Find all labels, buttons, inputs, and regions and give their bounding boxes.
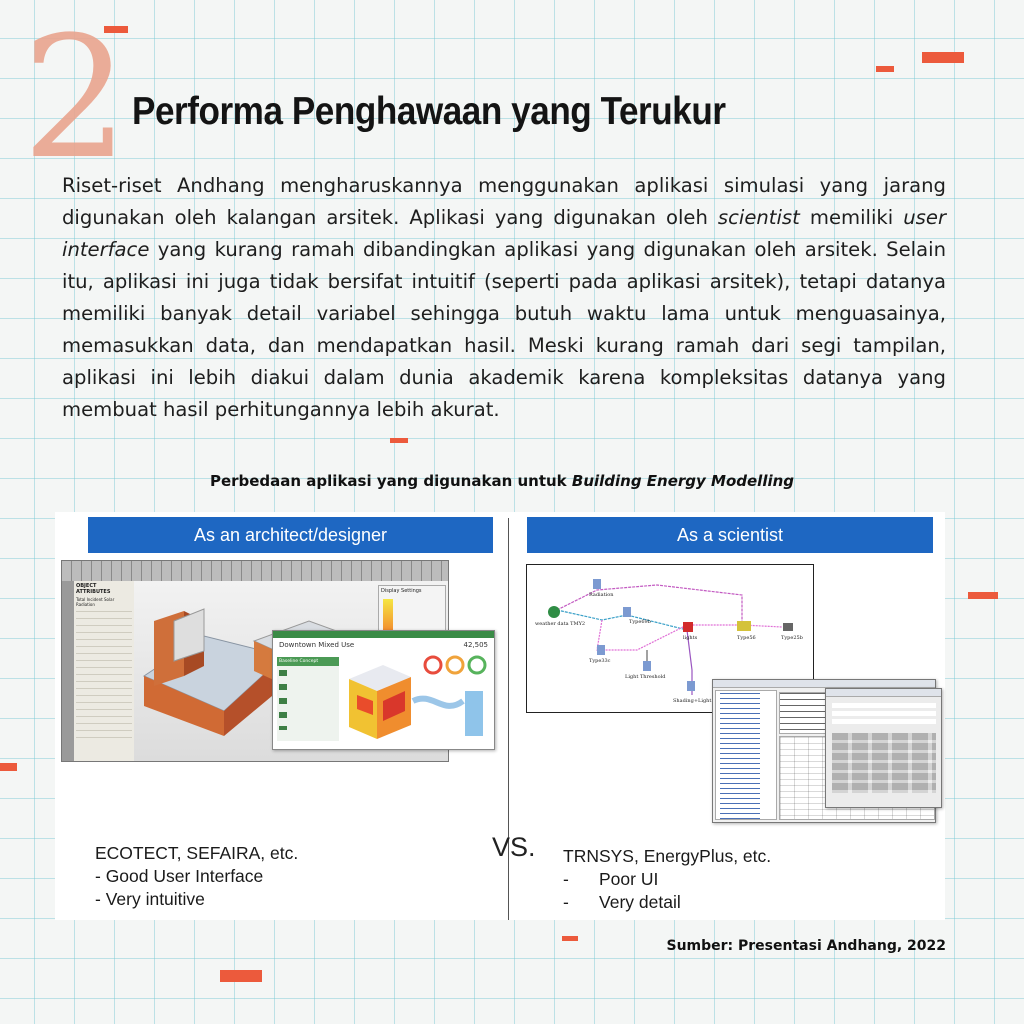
decor-dash [220,970,262,982]
scientist-header: As a scientist [527,517,933,553]
energyplus-dialog [825,688,942,808]
ecotect-panel-title: OBJECT ATTRIBUTES [76,583,111,595]
comparison-figure [55,512,945,920]
scientist-tool-point-1-text: Poor UI [599,869,659,889]
source-credit: Sumber: Presentasi Andhang, 2022 [666,938,946,954]
node-radiation: Radiation [589,592,614,598]
architect-tools-list [95,842,298,911]
caption-emphasis: Building Energy Modelling [571,472,795,490]
ecotect-toolbar [62,561,448,581]
bullet-dash: - [563,892,569,912]
node-type69b: Type69b [629,619,651,625]
body-paragraph [62,170,946,426]
node-lights: lights [683,635,698,641]
node-weather: weather data TMY2 [535,621,586,627]
body-emphasis-1: scientist [717,206,800,229]
body-text-3: yang kurang ramah dibandingkan aplikasi yang digunakan oleh arsitek. Selain itu, aplikasi ini juga tidak bersifat intuitif (seperti pada aplikasi arsitek), tetapi datanya memiliki banyak detail variabel sehingga butuh waktu lama untuk menguasainya, memasukkan data, dan mendapatkan hasil. Meski kurang ramah dari segi tampilan, aplikasi ini lebih diakui dalam dunia akademik karena kompleksitas datanya yang membuat hasil perhitungannya lebih akurat. [62,238,946,421]
node-light-threshold: Light Threshold [625,674,666,680]
node-type25b: Type25b [781,635,803,641]
architect-tool-point-2: - Very intuitive [95,889,205,909]
decor-dash [876,66,894,72]
figure-caption [0,472,1004,490]
scientist-tool-point-1 [563,868,771,891]
body-text-2: memiliki [799,206,904,229]
dialog-titlebar [826,689,941,697]
caption-prefix: Perbedaan aplikasi yang digunakan untuk [209,472,572,490]
architect-tool-point-1: - Good User Interface [95,866,264,886]
decor-dash [562,936,578,941]
vs-label: VS. [492,832,536,862]
energyplus-tree [715,690,777,820]
dialog-fields [832,703,936,727]
architect-tools-title: ECOTECT, SEFAIRA, etc. [95,843,299,863]
decor-dash [390,438,408,443]
decor-dash [0,763,17,771]
body-emphasis-2: user interface [62,206,947,261]
architect-header: As an architect/designer [88,517,493,553]
sefaira-visuals [273,631,494,749]
node-type56: Type56 [737,635,756,641]
ecotect-panel-sub: Total Incident Solar Radiation [76,597,115,607]
page-title: Performa Penghawaan yang Terukur [132,90,726,133]
sefaira-screenshot [272,630,495,750]
sefaira-value: 42,505 [463,641,488,649]
sefaira-baseline: Baseline Concept [277,657,339,666]
scientist-tool-point-2-text: Very detail [599,892,681,912]
ecotect-attributes-panel [74,581,135,761]
node-type33c: Type33c [589,658,611,664]
scientist-tools-title: TRNSYS, EnergyPlus, etc. [563,846,772,866]
ecotect-side-panel [62,581,74,761]
node-shading-light: Shading+Light [673,698,712,704]
decor-dash [968,592,998,599]
section-number: 2 [22,0,129,196]
sefaira-title: Downtown Mixed Use [279,641,355,649]
scientist-tools-list [563,845,771,914]
ecotect-panel-lines [76,611,132,741]
body-text-1: Riset-riset Andhang mengharuskannya menggunakan aplikasi simulasi yang jarang digunakan oleh kalangan arsitek. Aplikasi yang digunakan oleh [62,174,946,229]
legend-title: Display Settings [381,588,422,594]
dialog-buttons [832,733,936,793]
energyplus-titlebar [713,680,935,688]
decor-dash [922,52,964,63]
bullet-dash: - [563,869,569,889]
scientist-tool-point-2 [563,891,771,914]
